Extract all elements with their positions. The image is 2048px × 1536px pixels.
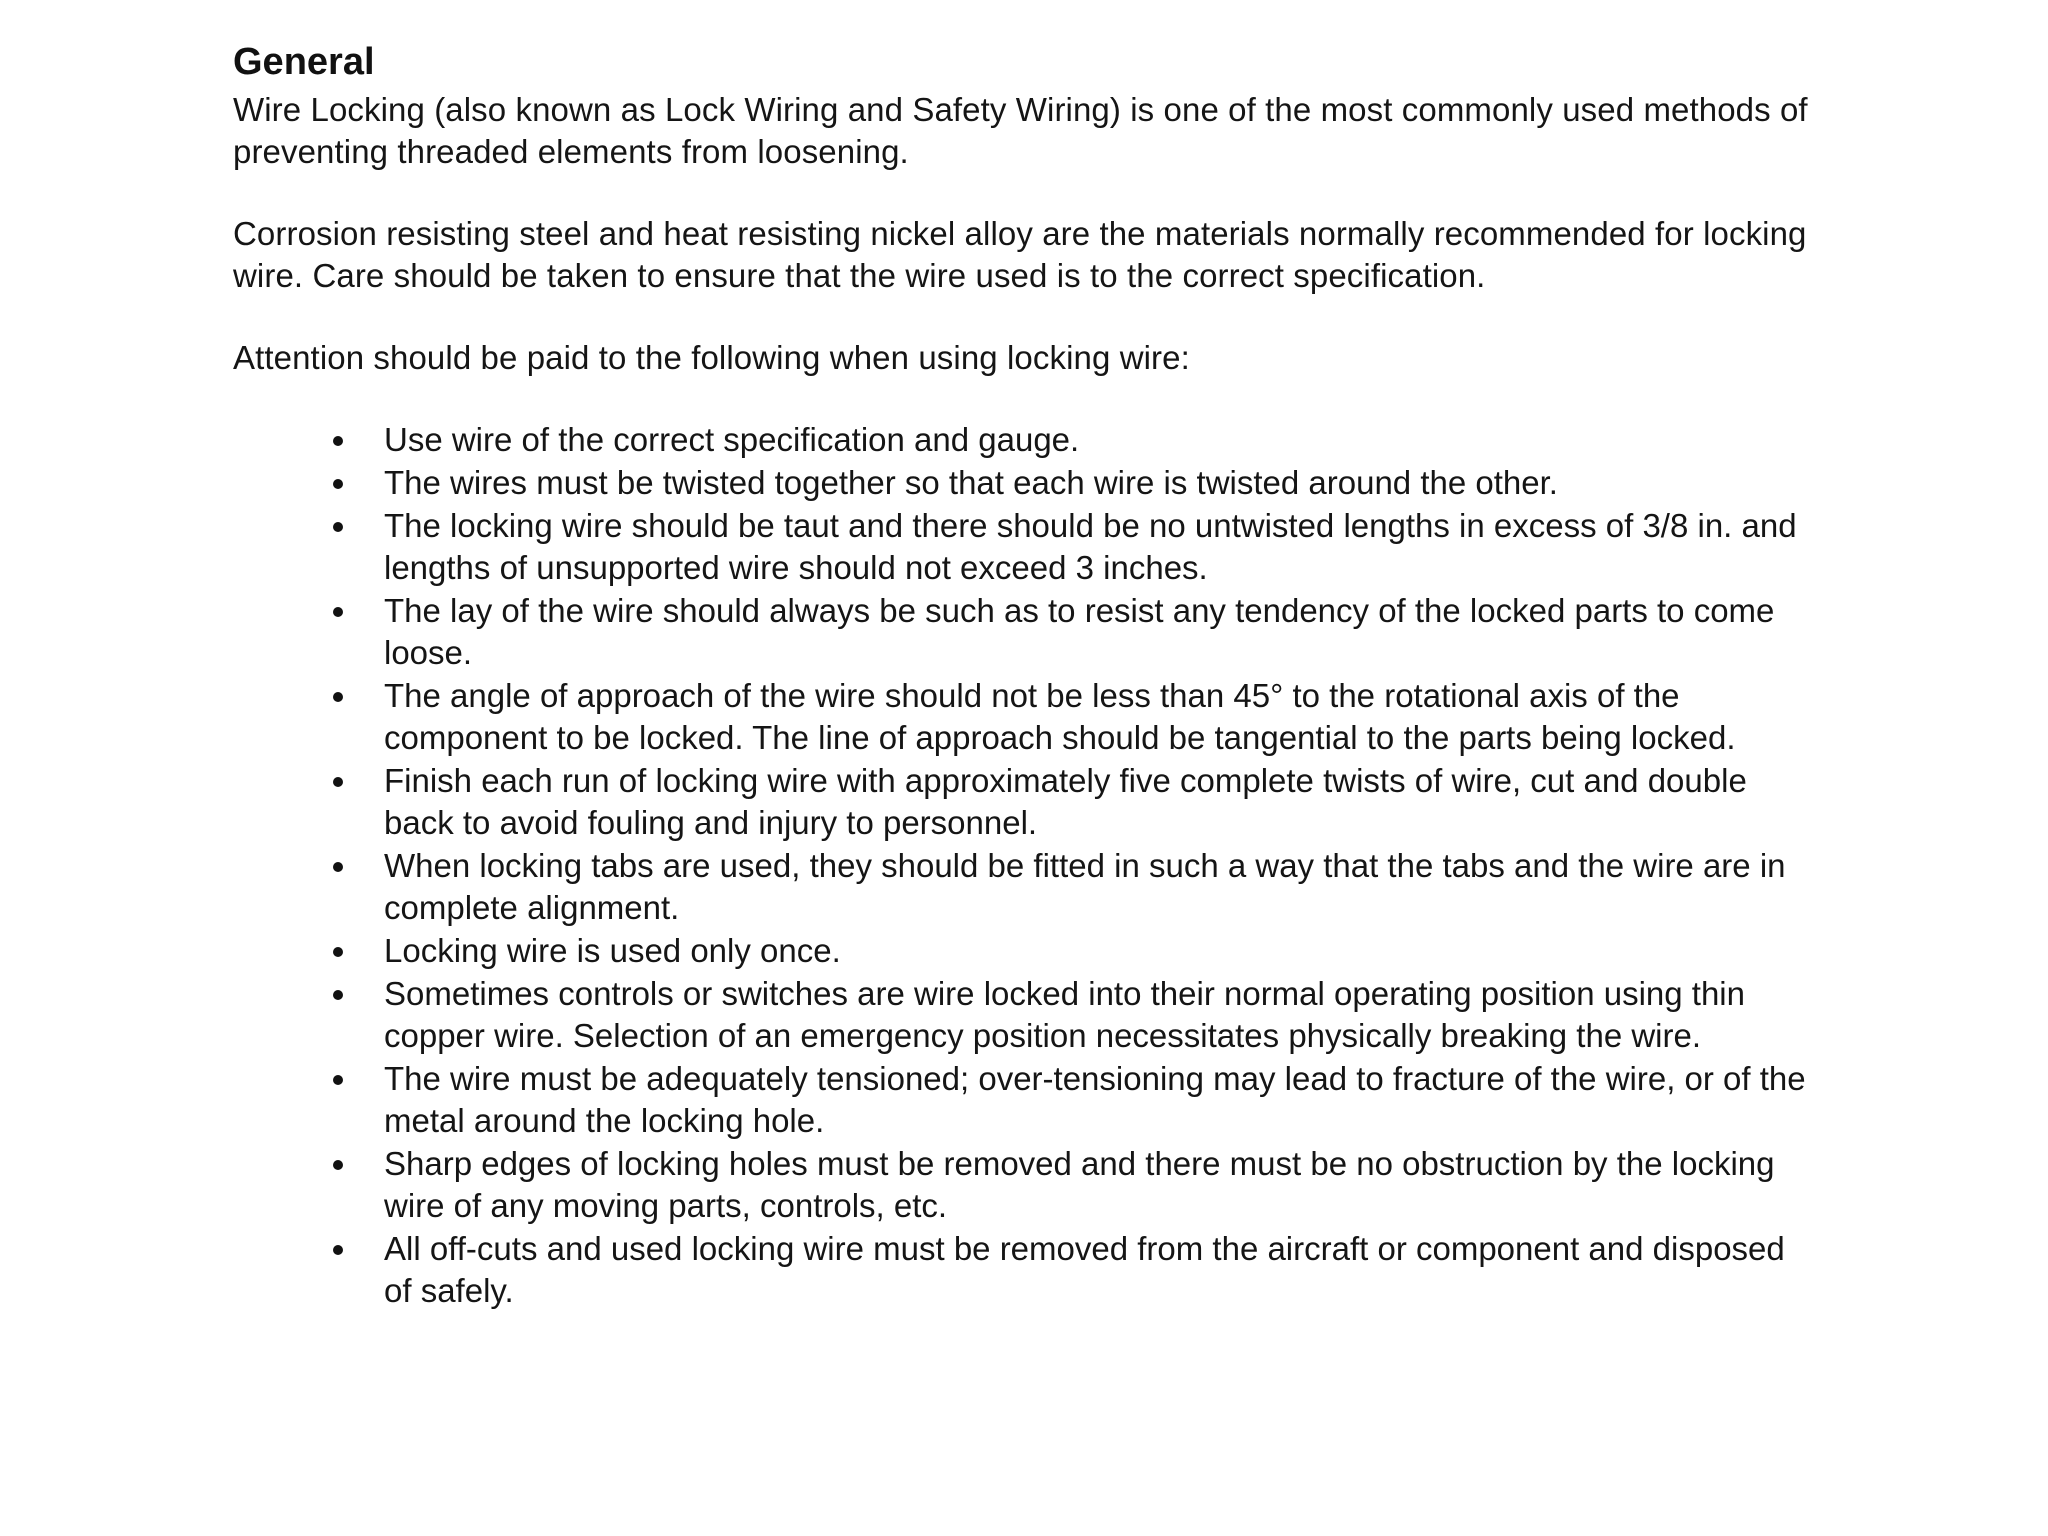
bullet-icon <box>333 1245 343 1255</box>
bullet-icon <box>333 1075 343 1085</box>
bullet-icon <box>333 990 343 1000</box>
list-item-text: The wires must be twisted together so that each wire is twisted around the other. <box>384 464 1558 501</box>
bullet-icon <box>333 692 343 702</box>
list-item <box>233 973 1813 1057</box>
list-item <box>233 675 1813 759</box>
bullet-icon <box>333 436 343 446</box>
list-item <box>233 845 1813 929</box>
list-item <box>233 462 1813 504</box>
list-item-text: All off-cuts and used locking wire must be removed from the aircraft or component and disposed of safely. <box>384 1230 1785 1309</box>
bullet-list <box>233 419 1813 1312</box>
document-body <box>233 38 1813 1313</box>
list-item <box>233 930 1813 972</box>
list-item-text: The angle of approach of the wire should not be less than 45° to the rotational axis of the component to be locked. The line of approach should be tangential to the parts being locked. <box>384 677 1736 756</box>
list-item-text: Finish each run of locking wire with approximately five complete twists of wire, cut and double back to avoid fouling and injury to personnel. <box>384 762 1747 841</box>
intro-paragraph: Wire Locking (also known as Lock Wiring and Safety Wiring) is one of the most commonly used methods of preventing threaded elements from loosening. <box>233 91 1808 170</box>
bullet-icon <box>333 1160 343 1170</box>
bullet-icon <box>333 777 343 787</box>
list-item <box>233 505 1813 589</box>
list-item-text: The lay of the wire should always be such as to resist any tendency of the locked parts to come loose. <box>384 592 1775 671</box>
list-item-text: The locking wire should be taut and there should be no untwisted lengths in excess of 3/8 in. and lengths of unsupported wire should not exceed 3 inches. <box>384 507 1797 586</box>
materials-paragraph: Corrosion resisting steel and heat resisting nickel alloy are the materials normally recommended for locking wire. Care should be taken to ensure that the wire used is to the correct specification. <box>233 215 1807 294</box>
bullet-icon <box>333 522 343 532</box>
list-item-text: When locking tabs are used, they should be fitted in such a way that the tabs and the wire are in complete alignment. <box>384 847 1786 926</box>
list-item-text: Sometimes controls or switches are wire locked into their normal operating position using thin copper wire. Selection of an emergency position necessitates physically breaking the wire. <box>384 975 1745 1054</box>
attention-paragraph: Attention should be paid to the following when using locking wire: <box>233 339 1190 376</box>
bullet-icon <box>333 862 343 872</box>
list-item-text: The wire must be adequately tensioned; over-tensioning may lead to fracture of the wire, or of the metal around the locking hole. <box>384 1060 1806 1139</box>
bullet-icon <box>333 607 343 617</box>
section-heading: General <box>233 41 375 83</box>
list-item <box>233 590 1813 674</box>
list-item-text: Sharp edges of locking holes must be removed and there must be no obstruction by the locking wire of any moving parts, controls, etc. <box>384 1145 1775 1224</box>
list-item <box>233 1058 1813 1142</box>
bullet-icon <box>333 479 343 489</box>
list-item <box>233 419 1813 461</box>
list-item <box>233 760 1813 844</box>
list-item-text: Locking wire is used only once. <box>384 932 841 969</box>
bullet-icon <box>333 947 343 957</box>
list-item <box>233 1228 1813 1312</box>
list-item-text: Use wire of the correct specification and gauge. <box>384 421 1080 458</box>
list-item <box>233 1143 1813 1227</box>
